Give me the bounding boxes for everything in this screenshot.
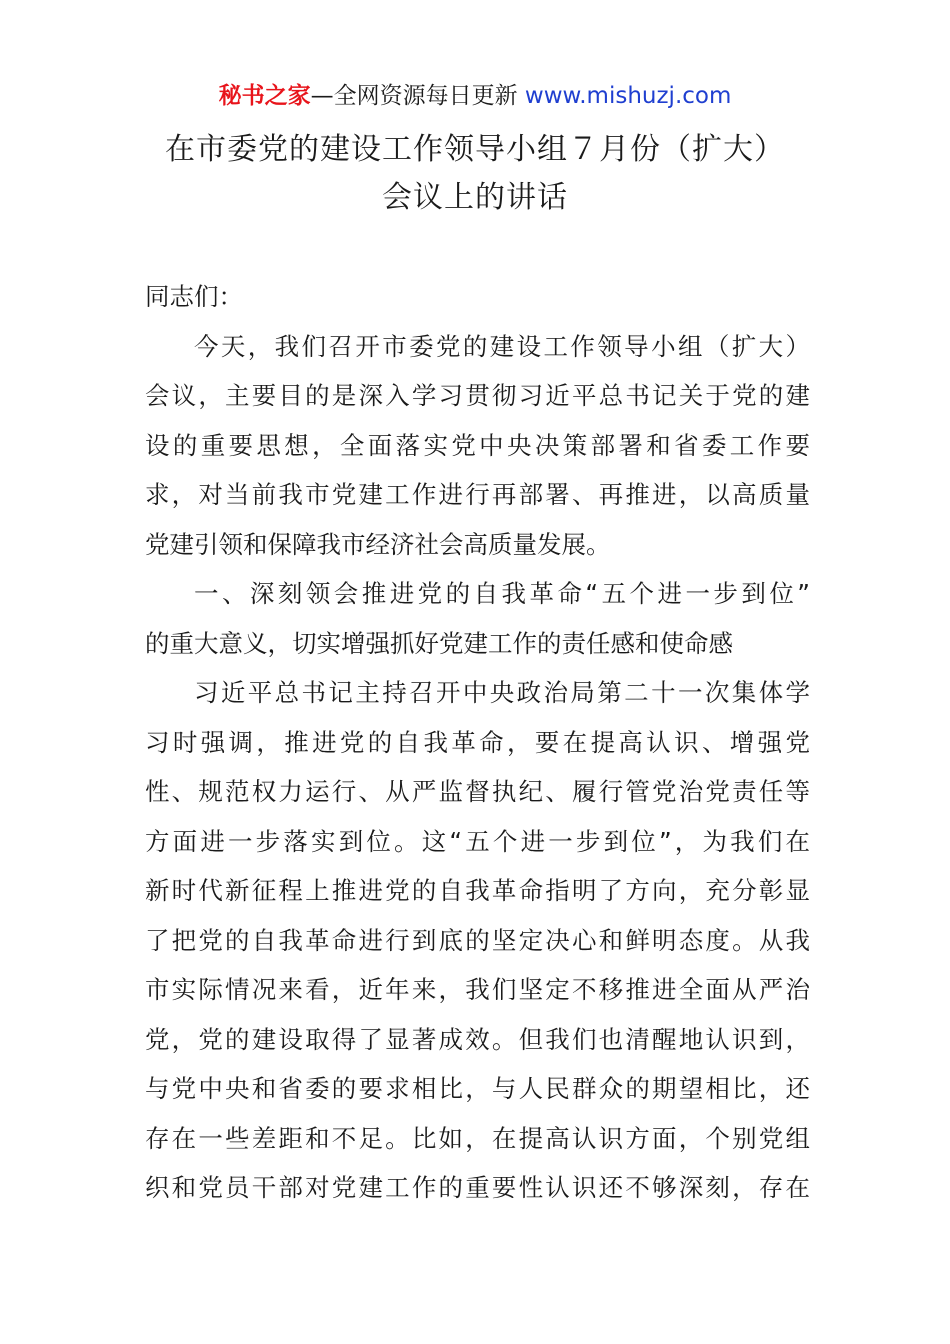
- paragraph-intro: [145, 322, 810, 570]
- paragraph-line: 设的重要思想，全面落实党中央决策部署和省委工作要: [145, 430, 810, 460]
- paragraph-line: 了把党的自我革命进行到底的坚定决心和鲜明态度。从我: [145, 925, 810, 955]
- salutation: 同志们：: [145, 282, 243, 311]
- paragraph-line: 存在一些差距和不足。比如，在提高认识方面，个别党组: [145, 1123, 810, 1153]
- paragraph-line: 党建引领和保障我市经济社会高质量发展。: [145, 529, 611, 559]
- paragraph-line: 新时代新征程上推进党的自我革命指明了方向，充分彰显: [145, 876, 810, 905]
- section-heading-line: 的重大意义，切实增强抓好党建工作的责任感和使命感: [145, 628, 733, 658]
- paragraph-section-1-body: [145, 668, 810, 1213]
- paragraph-line: 党，党的建设取得了显著成效。但我们也清醒地认识到，: [145, 1024, 810, 1054]
- paragraph-line: 求，对当前我市党建工作进行再部署、再推进，以高质量: [145, 480, 810, 509]
- document-title-line-1: 在市委党的建设工作领导小组７月份（扩大）: [165, 132, 785, 167]
- site-header: [0, 80, 950, 112]
- site-tagline: —全网资源每日更新: [310, 83, 518, 109]
- paragraph-line: 习近平总书记主持召开中央政治局第二十一次集体学: [194, 678, 810, 707]
- paragraph-line: 性、规范权力运行、从严监督执纪、履行管党治党责任等: [145, 777, 810, 806]
- document-title-line-2: 会议上的讲话: [382, 180, 568, 215]
- section-heading-line: 一、深刻领会推进党的自我革命“五个进一步到位”: [194, 579, 810, 608]
- paragraph-line: 织和党员干部对党建工作的重要性认识还不够深刻，存在: [145, 1173, 810, 1202]
- site-url-link[interactable]: www.mishuzj.com: [524, 83, 732, 109]
- paragraph-line: 市实际情况来看，近年来，我们坚定不移推进全面从严治: [145, 975, 810, 1004]
- paragraph-line: 与党中央和省委的要求相比，与人民群众的期望相比，还: [145, 1074, 810, 1103]
- document-body: [145, 272, 810, 1213]
- paragraph-line: 今天，我们召开市委党的建设工作领导小组（扩大）: [194, 331, 810, 361]
- section-heading-1: [145, 569, 810, 668]
- paragraph-line: 方面进一步落实到位。这“五个进一步到位”，为我们在: [145, 826, 810, 856]
- site-brand: 秘书之家: [218, 83, 311, 109]
- paragraph-line: 习时强调，推进党的自我革命，要在提高认识、增强党: [145, 727, 810, 757]
- paragraph-line: 会议，主要目的是深入学习贯彻习近平总书记关于党的建: [145, 381, 810, 410]
